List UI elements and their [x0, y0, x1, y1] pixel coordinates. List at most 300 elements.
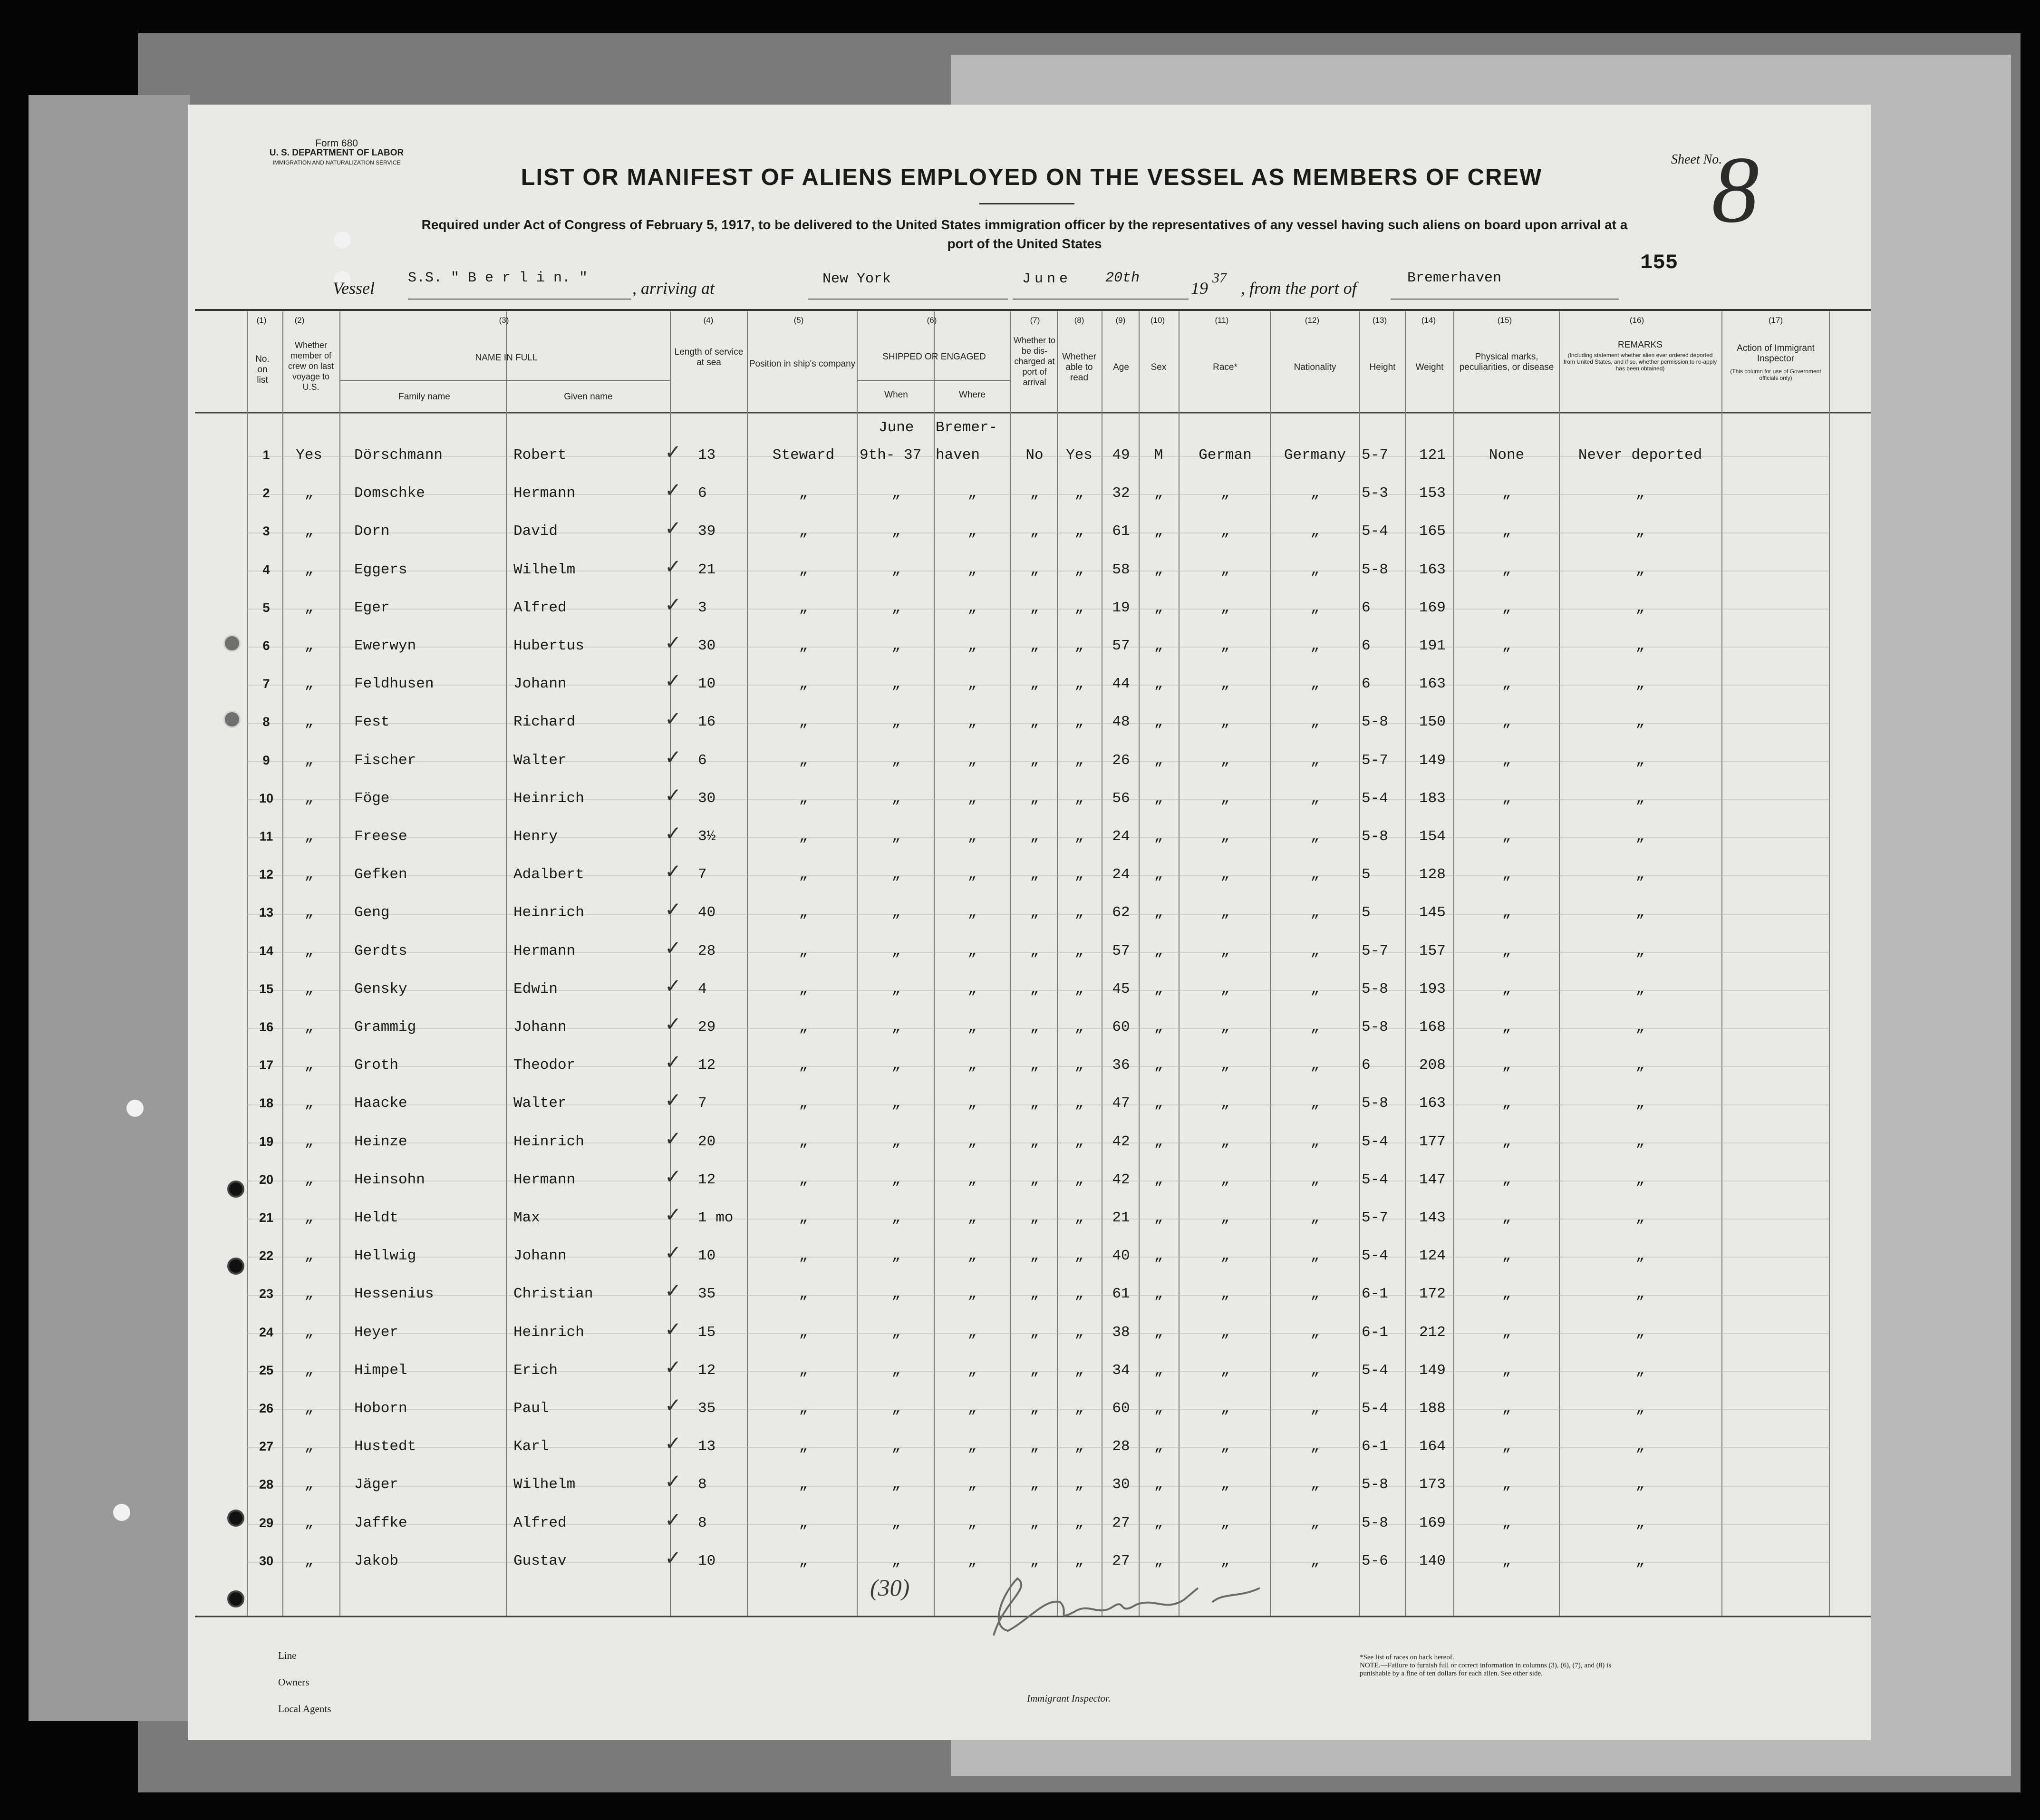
cell-family: Fest [354, 714, 390, 730]
row-number: 13 [259, 905, 274, 920]
from-port-label: , from the port of [1241, 279, 1357, 298]
cell-when: „ [891, 523, 901, 540]
cell-remarks: „ [1635, 1095, 1645, 1112]
cell-nationality: „ [1310, 790, 1320, 807]
cell-family: Jäger [354, 1476, 399, 1493]
cell-prev: „ [304, 790, 314, 807]
check-mark-icon: ✓ [665, 555, 682, 578]
column-number: (2) [294, 316, 305, 325]
cell-nationality: „ [1310, 1438, 1320, 1455]
cell-marks: „ [1502, 561, 1511, 578]
cell-position: „ [799, 752, 808, 769]
cell-position: „ [799, 638, 808, 654]
cell-sex: „ [1154, 943, 1163, 959]
cell-prev: „ [304, 638, 314, 654]
cell-service: 7 [698, 866, 707, 883]
header-inspector-detail: (This column for use of Government officials only) [1730, 368, 1821, 381]
cell-service: 10 [698, 1553, 716, 1569]
cell-marks: „ [1502, 790, 1511, 807]
cell-when: „ [891, 1515, 901, 1531]
cell-age: 38 [1112, 1324, 1130, 1341]
cell-age: 42 [1112, 1171, 1130, 1188]
column-number: (15) [1497, 316, 1512, 325]
header-nationality: Nationality [1294, 362, 1336, 372]
cell-nationality: „ [1310, 676, 1320, 692]
form-identification [256, 139, 417, 167]
cell-service: 12 [698, 1171, 716, 1188]
cell-given: Johann [513, 1248, 567, 1264]
cell-age: 57 [1112, 638, 1130, 654]
cell-given: Theodor [513, 1057, 576, 1074]
check-mark-icon: ✓ [665, 440, 682, 464]
cell-nationality: „ [1310, 638, 1320, 654]
cell-age: 45 [1112, 981, 1130, 997]
cell-where: „ [967, 1400, 977, 1417]
cell-prev: „ [304, 1286, 314, 1302]
cell-remarks: „ [1635, 943, 1645, 959]
cell-marks: „ [1502, 638, 1511, 654]
check-mark-icon: ✓ [665, 1241, 682, 1264]
cell-where: „ [967, 1438, 977, 1455]
cell-age: 57 [1112, 943, 1130, 959]
service-name: IMMIGRATION AND NATURALIZATION SERVICE [272, 159, 401, 166]
cell-service: 35 [698, 1400, 716, 1417]
check-mark-icon: ✓ [665, 1470, 682, 1493]
header-no-on-list: No. on list [255, 354, 270, 385]
cell-position: „ [799, 485, 808, 502]
cell-nationality: „ [1310, 1324, 1320, 1341]
cell-given: Adalbert [513, 866, 584, 883]
immigrant-inspector-label: Immigrant Inspector. [1027, 1693, 1111, 1704]
cell-race: „ [1220, 600, 1230, 616]
cell-read: „ [1074, 485, 1084, 502]
cell-weight: 147 [1419, 1171, 1446, 1188]
departure-port: Bremerhaven [1407, 270, 1502, 286]
cell-family: Heinze [354, 1133, 407, 1150]
cell-nationality: „ [1310, 904, 1320, 921]
cell-discharged: „ [1030, 1553, 1039, 1569]
check-mark-icon: ✓ [665, 745, 682, 769]
department-name: U. S. DEPARTMENT OF LABOR [269, 148, 404, 158]
cell-age: 61 [1112, 1286, 1130, 1302]
cell-when: „ [891, 1286, 901, 1302]
cell-age: 34 [1112, 1362, 1130, 1379]
cell-read: „ [1074, 1476, 1084, 1493]
cell-marks: „ [1502, 1210, 1511, 1226]
check-mark-icon: ✓ [665, 1432, 682, 1455]
cell-race: „ [1220, 828, 1230, 845]
cell-family: Jaffke [354, 1515, 407, 1531]
cell-service: 8 [698, 1476, 707, 1493]
cell-where: „ [967, 1515, 977, 1531]
cell-discharged: „ [1030, 1515, 1039, 1531]
vessel-name: S.S. " B e r l i n. " [408, 270, 588, 286]
cell-remarks: „ [1635, 1438, 1645, 1455]
cell-family: Geng [354, 904, 390, 921]
cell-weight: 121 [1419, 447, 1446, 464]
cell-marks: None [1489, 447, 1525, 464]
cell-read: „ [1074, 1057, 1084, 1074]
cell-race: „ [1220, 752, 1230, 769]
cell-remarks: „ [1635, 714, 1645, 730]
cell-race: „ [1220, 1171, 1230, 1188]
cell-race: „ [1220, 790, 1230, 807]
cell-sex: „ [1154, 600, 1163, 616]
cell-service: 35 [698, 1286, 716, 1302]
cell-given: Wilhelm [513, 561, 576, 578]
cell-read: „ [1074, 981, 1084, 997]
header-discharged: Whether to be dis-charged at port of arrival [1013, 336, 1056, 387]
cell-weight: 154 [1419, 828, 1446, 845]
cell-height: 5 [1362, 904, 1371, 921]
row-number: 25 [259, 1363, 274, 1377]
cell-nationality: „ [1310, 866, 1320, 883]
cell-weight: 172 [1419, 1286, 1446, 1302]
check-mark-icon: ✓ [665, 1394, 682, 1417]
cell-marks: „ [1502, 943, 1511, 959]
cell-given: Paul [513, 1400, 549, 1417]
cell-given: Alfred [513, 600, 567, 616]
cell-marks: „ [1502, 1515, 1511, 1531]
subtitle-line-1: Required under Act of Congress of February 5, 1917, to be delivered to the United States immigration officer by the representatives of any vessel having such aliens on board upon arrival at a [421, 217, 1628, 232]
cell-race: „ [1220, 866, 1230, 883]
cell-nationality: „ [1310, 1476, 1320, 1493]
cell-family: Heldt [354, 1210, 399, 1226]
cell-given: Walter [513, 1095, 567, 1112]
cell-race: „ [1220, 1019, 1230, 1036]
cell-discharged: „ [1030, 1362, 1039, 1379]
cell-discharged: „ [1030, 866, 1039, 883]
row-number: 10 [259, 791, 274, 805]
cell-race: „ [1220, 1324, 1230, 1341]
cell-nationality: „ [1310, 828, 1320, 845]
cell-service: 8 [698, 1515, 707, 1531]
cell-where: „ [967, 1210, 977, 1226]
cell-marks: „ [1502, 1095, 1511, 1112]
cell-position: „ [799, 943, 808, 959]
cell-where: „ [967, 1057, 977, 1074]
row-number: 4 [262, 562, 270, 577]
cell-when: „ [891, 790, 901, 807]
cell-service: 12 [698, 1362, 716, 1379]
cell-family: Hessenius [354, 1286, 434, 1302]
header-given-name: Given name [564, 392, 613, 402]
cell-where: „ [967, 1019, 977, 1036]
row-number: 15 [259, 982, 274, 996]
cell-when: „ [891, 828, 901, 845]
cell-remarks: „ [1635, 485, 1645, 502]
row-number: 1 [262, 448, 270, 462]
cell-discharged: „ [1030, 981, 1039, 997]
fill-line [408, 299, 631, 300]
cell-given: Gustav [513, 1553, 567, 1569]
cell-family: Föge [354, 790, 390, 807]
header-service-length: Length of service at sea [674, 347, 744, 368]
cell-service: 1 mo [698, 1210, 734, 1226]
cell-prev: „ [304, 866, 314, 883]
cell-age: 27 [1112, 1515, 1130, 1531]
cell-position: „ [799, 1095, 808, 1112]
cell-weight: 145 [1419, 904, 1446, 921]
row-number: 3 [262, 524, 270, 538]
cell-read: „ [1074, 561, 1084, 578]
check-mark-icon: ✓ [665, 1317, 682, 1341]
cell-service: 13 [698, 1438, 716, 1455]
column-number: (17) [1768, 316, 1783, 325]
cell-marks: „ [1502, 600, 1511, 616]
cell-marks: „ [1502, 1286, 1511, 1302]
check-mark-icon: ✓ [665, 1127, 682, 1150]
cell-race: „ [1220, 1286, 1230, 1302]
cell-prev: „ [304, 828, 314, 845]
cell-marks: „ [1502, 1400, 1511, 1417]
cell-weight: 128 [1419, 866, 1446, 883]
cell-where: „ [967, 676, 977, 692]
check-mark-icon: ✓ [665, 478, 682, 502]
cell-position: „ [799, 1400, 808, 1417]
cell-race: „ [1220, 1515, 1230, 1531]
cell-age: 40 [1112, 1248, 1130, 1264]
cell-sex: M [1154, 447, 1163, 464]
cell-race: „ [1220, 485, 1230, 502]
cell-service: 15 [698, 1324, 716, 1341]
form-number: Form 680 [315, 138, 358, 149]
cell-position: „ [799, 1362, 808, 1379]
cell-race: „ [1220, 1362, 1230, 1379]
cell-discharged: „ [1030, 1133, 1039, 1150]
cell-height: 5-8 [1362, 714, 1388, 730]
cell-family: Heinsohn [354, 1171, 425, 1188]
cell-discharged: „ [1030, 1057, 1039, 1074]
cell-height: 6-1 [1362, 1286, 1388, 1302]
cell-service: 10 [698, 676, 716, 692]
cell-sex: „ [1154, 485, 1163, 502]
check-mark-icon: ✓ [665, 784, 682, 807]
cell-family: Groth [354, 1057, 399, 1074]
cell-weight: 208 [1419, 1057, 1446, 1074]
cell-read: „ [1074, 1362, 1084, 1379]
cell-discharged: „ [1030, 1324, 1039, 1341]
cell-nationality: „ [1310, 523, 1320, 540]
cell-remarks: „ [1635, 523, 1645, 540]
cell-where: „ [967, 866, 977, 883]
cell-discharged: „ [1030, 714, 1039, 730]
header-height: Height [1369, 362, 1396, 372]
cell-sex: „ [1154, 714, 1163, 730]
header-name-in-full: NAME IN FULL [475, 353, 538, 363]
cell-marks: „ [1502, 1362, 1511, 1379]
cell-height: 5-7 [1362, 943, 1388, 959]
cell-sex: „ [1154, 1515, 1163, 1531]
cell-height: 5-8 [1362, 828, 1388, 845]
cell-height: 6 [1362, 1057, 1371, 1074]
cell-nationality: „ [1310, 1400, 1320, 1417]
cell-age: 60 [1112, 1019, 1130, 1036]
cell-when: „ [891, 714, 901, 730]
cell-given: Hermann [513, 1171, 576, 1188]
check-mark-icon: ✓ [665, 1012, 682, 1036]
cell-height: 5-8 [1362, 1515, 1388, 1531]
row-number: 26 [259, 1401, 274, 1415]
cell-weight: 149 [1419, 752, 1446, 769]
cell-age: 36 [1112, 1057, 1130, 1074]
cell-remarks: „ [1635, 676, 1645, 692]
cell-prev: „ [304, 600, 314, 616]
cell-race: „ [1220, 1400, 1230, 1417]
check-mark-icon: ✓ [665, 898, 682, 921]
cell-height: 5-4 [1362, 1248, 1388, 1264]
cell-position: „ [799, 981, 808, 997]
cell-given: Walter [513, 752, 567, 769]
column-number: (6) [927, 316, 937, 325]
cell-nationality: Germany [1284, 447, 1346, 464]
cell-given: Johann [513, 1019, 567, 1036]
cell-weight: 169 [1419, 1515, 1446, 1531]
shipped-when-line-1: June [879, 419, 914, 436]
arrival-port: New York [822, 271, 891, 287]
cell-prev: „ [304, 1438, 314, 1455]
cell-height: 5-4 [1362, 523, 1388, 540]
punch-hole [113, 1504, 130, 1521]
cell-position: „ [799, 523, 808, 540]
cell-read: „ [1074, 523, 1084, 540]
header-sex: Sex [1151, 362, 1167, 372]
cell-where: „ [967, 1553, 977, 1569]
cell-read: „ [1074, 1095, 1084, 1112]
header-remarks: REMARKS [1618, 340, 1663, 350]
punch-hole [223, 711, 241, 728]
cell-marks: „ [1502, 1553, 1511, 1569]
column-number: (1) [256, 316, 267, 325]
cell-read: „ [1074, 1019, 1084, 1036]
cell-nationality: „ [1310, 1210, 1320, 1226]
shipped-where-line-2: haven [936, 447, 980, 464]
column-number: (16) [1629, 316, 1644, 325]
cell-race: „ [1220, 1133, 1230, 1150]
cell-sex: „ [1154, 866, 1163, 883]
cell-prev: „ [304, 1248, 314, 1264]
cell-remarks: „ [1635, 904, 1645, 921]
check-mark-icon: ✓ [665, 707, 682, 730]
cell-weight: 153 [1419, 485, 1446, 502]
check-mark-icon: ✓ [665, 1165, 682, 1188]
header-previous-voyage: Whether member of crew on last voyage to U.S. [288, 340, 334, 392]
cell-nationality: „ [1310, 1133, 1320, 1150]
cell-age: 21 [1112, 1210, 1130, 1226]
row-number: 5 [262, 600, 270, 615]
cell-age: 61 [1112, 523, 1130, 540]
cell-discharged: „ [1030, 523, 1039, 540]
cell-race: „ [1220, 981, 1230, 997]
punch-hole [223, 635, 241, 652]
cell-nationality: „ [1310, 561, 1320, 578]
cell-race: „ [1220, 676, 1230, 692]
cell-when: „ [891, 904, 901, 921]
cell-sex: „ [1154, 1057, 1163, 1074]
cell-race: „ [1220, 943, 1230, 959]
row-number: 2 [262, 486, 270, 500]
cell-family: Hoborn [354, 1400, 407, 1417]
cell-read: „ [1074, 676, 1084, 692]
cell-sex: „ [1154, 828, 1163, 845]
cell-weight: 191 [1419, 638, 1446, 654]
cell-height: 6-1 [1362, 1438, 1388, 1455]
cell-read: Yes [1066, 447, 1093, 464]
cell-remarks: „ [1635, 1286, 1645, 1302]
cell-where: „ [967, 752, 977, 769]
cell-remarks: „ [1635, 1248, 1645, 1264]
cell-when: „ [891, 1095, 901, 1112]
cell-position: „ [799, 1133, 808, 1150]
cell-sex: „ [1154, 1133, 1163, 1150]
cell-read: „ [1074, 600, 1084, 616]
cell-race: „ [1220, 904, 1230, 921]
cell-height: 6-1 [1362, 1324, 1388, 1341]
cell-sex: „ [1154, 1553, 1163, 1569]
cell-service: 12 [698, 1057, 716, 1074]
cell-prev: „ [304, 943, 314, 959]
check-mark-icon: ✓ [665, 936, 682, 959]
cell-position: „ [799, 714, 808, 730]
cell-age: 32 [1112, 485, 1130, 502]
check-mark-icon: ✓ [665, 631, 682, 654]
header-shipped-engaged: SHIPPED OR ENGAGED [882, 352, 986, 362]
cell-height: 5-4 [1362, 1133, 1388, 1150]
cell-marks: „ [1502, 523, 1511, 540]
cell-read: „ [1074, 1286, 1084, 1302]
cell-where: „ [967, 561, 977, 578]
cell-weight: 163 [1419, 676, 1446, 692]
cell-position: „ [799, 828, 808, 845]
cell-sex: „ [1154, 981, 1163, 997]
cell-remarks: „ [1635, 981, 1645, 997]
header-race: Race* [1213, 362, 1238, 372]
cell-remarks: „ [1635, 1400, 1645, 1417]
cell-age: 60 [1112, 1400, 1130, 1417]
cell-read: „ [1074, 943, 1084, 959]
cell-position: „ [799, 1019, 808, 1036]
cell-given: Alfred [513, 1515, 567, 1531]
check-mark-icon: ✓ [665, 1279, 682, 1302]
header-position: Position in ship's company [749, 359, 856, 369]
cell-family: Feldhusen [354, 676, 434, 692]
cell-weight: 140 [1419, 1553, 1446, 1569]
row-number: 19 [259, 1134, 274, 1149]
cell-position: „ [799, 1553, 808, 1569]
vessel-label: Vessel [333, 279, 375, 298]
cell-height: 6 [1362, 638, 1371, 654]
cell-discharged: „ [1030, 1210, 1039, 1226]
cell-family: Gefken [354, 866, 407, 883]
cell-race: „ [1220, 1553, 1230, 1569]
column-number: (13) [1372, 316, 1387, 325]
cell-marks: „ [1502, 676, 1511, 692]
cell-race: „ [1220, 561, 1230, 578]
cell-race: „ [1220, 1476, 1230, 1493]
check-mark-icon: ✓ [665, 1508, 682, 1531]
cell-discharged: „ [1030, 1286, 1039, 1302]
cell-race: „ [1220, 714, 1230, 730]
cell-position: „ [799, 1286, 808, 1302]
cell-prev: „ [304, 904, 314, 921]
cell-when: „ [891, 600, 901, 616]
cell-height: 5-6 [1362, 1553, 1388, 1569]
cell-weight: 212 [1419, 1324, 1446, 1341]
fill-line [808, 299, 1008, 300]
header-weight: Weight [1415, 362, 1444, 372]
cell-height: 5-4 [1362, 1400, 1388, 1417]
cell-remarks: „ [1635, 828, 1645, 845]
